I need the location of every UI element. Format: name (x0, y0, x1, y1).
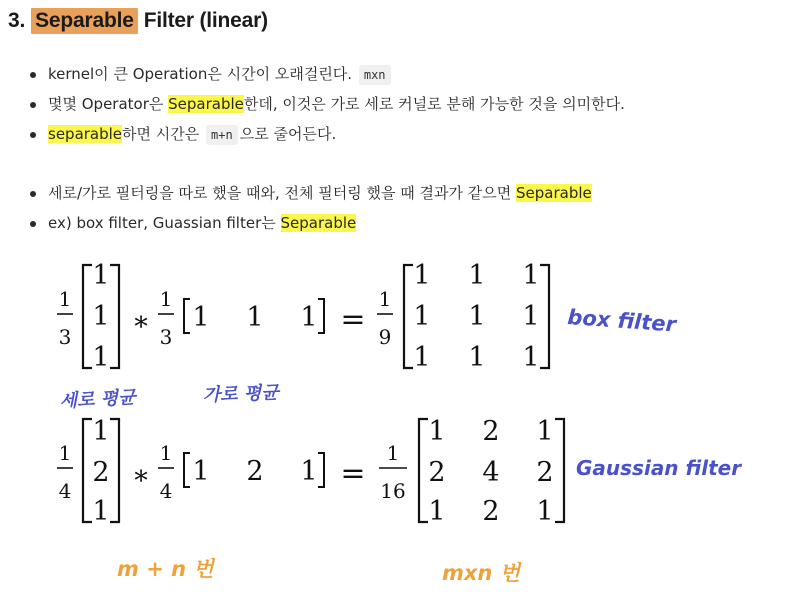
box-row-scale-num: 1 (159, 287, 173, 311)
box-row-entry: 1 (300, 302, 318, 333)
highlighted-text: Separable (168, 95, 244, 113)
box-col-entry: 1 (92, 342, 110, 373)
box-row-scale-den: 3 (159, 325, 173, 349)
box-matrix-cell: 1 (522, 260, 540, 291)
heading-number: 3. (8, 9, 26, 32)
gauss-convolution-op: ∗ (131, 460, 151, 491)
gauss-matrix-cell: 1 (536, 416, 554, 447)
handwritten-m-plus-n: m + n 번 (117, 557, 214, 581)
box-matrix-cell: 1 (468, 342, 486, 373)
gauss-col-left-bracket (83, 419, 92, 522)
gauss-row-right-bracket (318, 453, 324, 487)
heading-highlight: Separable (31, 8, 138, 34)
box-matrix-cell: 1 (413, 342, 431, 373)
bullet-text: 으로 줄어든다. (239, 125, 337, 143)
box-col-left-bracket (83, 265, 92, 368)
bullet-text: 한데, 이것은 가로 세로 커널로 분해 가능한 것을 의미한다. (243, 95, 625, 113)
box-col-entry: 1 (92, 301, 110, 332)
bullet-text: ex) box filter, Guassian filter는 (48, 214, 281, 232)
box-res-scale-den: 9 (378, 325, 392, 349)
box-col-right-bracket (110, 265, 119, 368)
box-matrix-cell: 1 (522, 342, 540, 373)
gauss-row-entry: 1 (192, 456, 210, 487)
box-filter-equation (57, 260, 549, 373)
gauss-matrix-cell: 1 (428, 496, 446, 527)
gaussian-filter-equation (57, 416, 564, 527)
gauss-matrix-cell: 2 (428, 457, 446, 488)
box-col-scale-den: 3 (58, 325, 72, 349)
gauss-equals: = (340, 456, 366, 491)
gauss-col-scale-den: 4 (58, 479, 72, 503)
gauss-matrix-cell: 1 (428, 416, 446, 447)
gauss-col-scale-num: 1 (58, 441, 72, 465)
handwritten-gaussian-filter: Gaussian filter (576, 456, 742, 480)
box-col-scale-num: 1 (58, 287, 72, 311)
gauss-row-scale-num: 1 (159, 441, 173, 465)
gauss-matrix-cell: 2 (536, 457, 554, 488)
gauss-row-entry: 2 (246, 456, 264, 487)
gauss-res-scale-den: 16 (380, 479, 406, 503)
gauss-row-left-bracket (184, 453, 190, 487)
handwritten-m-times-n: mxn 번 (442, 561, 520, 585)
handwritten-horizontal-average: 가로 평균 (202, 382, 279, 406)
gauss-col-entry: 2 (92, 457, 110, 488)
box-matrix-cell: 1 (413, 301, 431, 332)
heading-rest: Filter (linear) (143, 9, 268, 32)
box-matrix-cell: 1 (522, 301, 540, 332)
handwritten-vertical-average: 세로 평균 (59, 387, 136, 412)
box-matrix-right-bracket (540, 265, 549, 368)
bullet-text: kernel이 큰 Operation은 시간이 오래걸린다. (48, 65, 357, 83)
gauss-col-entry: 1 (92, 416, 110, 447)
gauss-matrix-cell: 2 (482, 416, 500, 447)
box-convolution-op: ∗ (131, 306, 151, 337)
box-equals: = (340, 302, 366, 337)
gauss-res-scale-num: 1 (386, 441, 400, 465)
highlighted-text: Separable (516, 184, 592, 202)
box-row-entry: 1 (192, 302, 210, 333)
bullet-text: 세로/가로 필터링을 따로 했을 때와, 전체 필터링 했을 때 결과가 같으면 (48, 184, 516, 202)
box-matrix-cell: 1 (468, 260, 486, 291)
inline-code: m+n (206, 125, 238, 145)
box-row-right-bracket (318, 299, 324, 333)
highlighted-text: separable (48, 125, 123, 143)
gauss-matrix-cell: 4 (482, 457, 500, 488)
gauss-matrix-cell: 1 (536, 496, 554, 527)
box-res-scale-num: 1 (378, 287, 392, 311)
gauss-matrix-left-bracket (419, 419, 428, 522)
highlighted-text: Separable (280, 214, 357, 232)
gauss-col-entry: 1 (92, 496, 110, 527)
gauss-col-right-bracket (110, 419, 119, 522)
box-row-left-bracket (184, 299, 190, 333)
bullet-text: 하면 시간은 (122, 125, 205, 143)
handwritten-box-filter: box filter (566, 305, 677, 337)
bullet-text: 몇몇 Operator은 (48, 95, 169, 113)
box-matrix-left-bracket (404, 265, 413, 368)
box-matrix-cell: 1 (413, 260, 431, 291)
gauss-matrix-cell: 2 (482, 496, 500, 527)
box-row-entry: 1 (246, 302, 264, 333)
box-matrix-cell: 1 (468, 301, 486, 332)
box-col-entry: 1 (92, 260, 110, 291)
gauss-matrix-right-bracket (555, 419, 564, 522)
gauss-row-entry: 1 (300, 456, 318, 487)
gauss-row-scale-den: 4 (159, 479, 173, 503)
inline-code: mxn (359, 65, 391, 85)
